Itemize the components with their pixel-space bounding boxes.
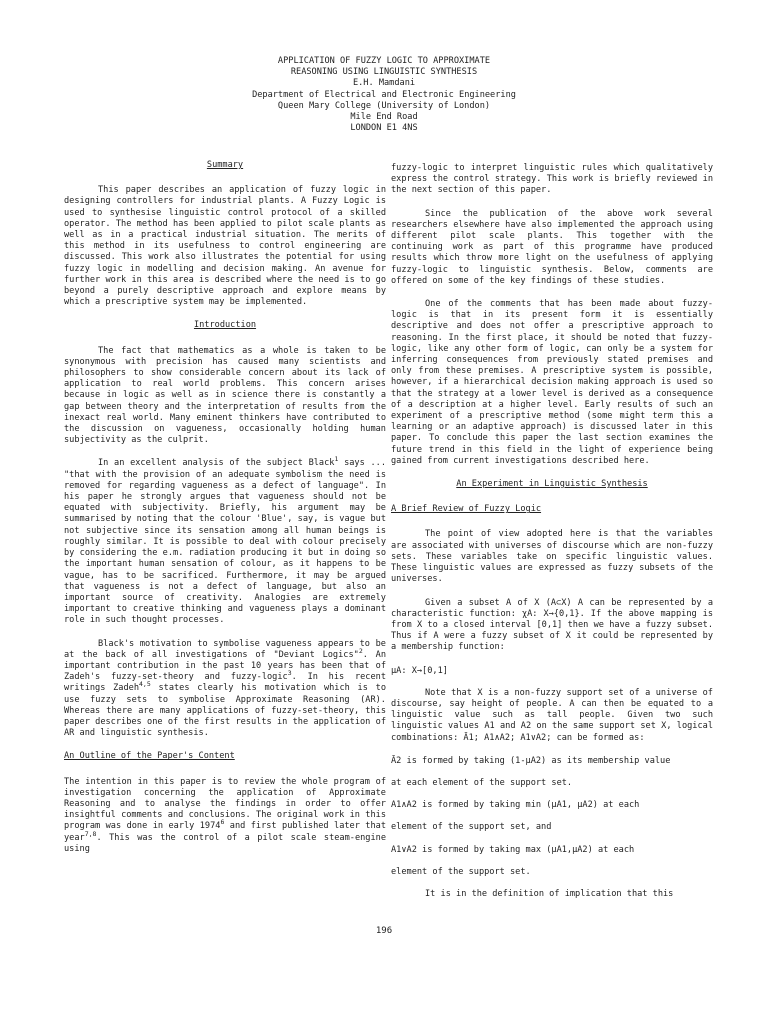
right-paragraph-7: It is in the definition of implication that this (425, 888, 674, 899)
experiment-heading: An Experiment in Linguistic Synthesis (456, 479, 648, 490)
text-span: In an excellent analysis of the subject Black (98, 458, 335, 469)
affiliation-line-3: Mile End Road (350, 112, 418, 123)
summary-heading: Summary (206, 160, 244, 170)
affiliation-line-4: LONDON E1 4NS (350, 123, 418, 134)
union-definition: A1∨A2 is formed by taking max (μA1,μA2) at each (391, 844, 635, 855)
citation-superscript: 6 (220, 818, 225, 827)
text-span: . In his recent writings Zadeh (64, 672, 386, 694)
author-name: E.H. Mamdani (352, 78, 416, 89)
citation-superscript: 3 (287, 669, 292, 678)
right-paragraph-4: The point of view adopted here is that the variables are associated with universes of discourse which are non-fuzzy sets. These variables take on specific linguistic values. These linguistic values are expressed as fuzzy subsets of the universes. (391, 529, 713, 585)
citation-superscript: 4,5 (139, 680, 151, 689)
right-paragraph-6: Note that X is a non-fuzzy support set of a universe of discourse, say height of people. A can then be equated to a linguistic value such as tall people. Given two such linguistic values A1 and A2 on the same support set X, logical combinations: Ā1; A1∧A2; A1∨A2; can be formed as: (391, 687, 713, 743)
text-span: and first published later that year (64, 821, 386, 843)
text-span: says ... "that with the provision of an adequate symbolism the need is removed for regarding vagueness as a defect of language". In his paper he strongly argues that vagueness should not be equated with subjectivity. Briefly, his argument may be summarised by noting that the colour 'Blue', say, is vague but not subjective since its sensation among all human beings is roughly similar. It is possible to deal with colour precisely by considering the e.m. radiation producing it but in doing so the important human sensation of colour, as it happens to be vague, has to be sacrificed. Furthermore, it may be argued that vagueness is not a defect of language, but also an important source of creativity. Analogies are extremely important to creative thinking and vagueness plays a dominant role in such thought processes. (64, 458, 386, 626)
introduction-heading: Introduction (193, 320, 257, 331)
complement-definition-cont: at each element of the support set. (391, 777, 573, 788)
intersection-definition-cont: element of the support set, and (391, 822, 552, 833)
intersection-definition: A1∧A2 is formed by taking min (μA1, μA2) at each (391, 800, 640, 811)
outline-paragraph (64, 777, 386, 855)
affiliation-line-2: Queen Mary College (University of London) (277, 100, 491, 111)
summary-paragraph: This paper describes an application of fuzzy logic in designing controllers for industrial plants. A Fuzzy Logic is used to synthesise linguistic control protocol of a skilled operator. The method has been applied to pilot scale plants as well as in a practical industrial situation. The merits of this method in its usefulness to control engineering are discussed. This work also illustrates the potential for using fuzzy logic in modelling and decision making. An avenue for further work in this area is described where the need is to go beyond a purely descriptive approach and explore means by which a prescriptive system may be implemented. (64, 185, 386, 308)
right-paragraph-3: One of the comments that has been made about fuzzy-logic is that in its present form it is essentially descriptive and does not offer a prescriptive approach to reasoning. In the first place, it should be noted that fuzzy-logic, like any other form of logic, can only be a system for inferring consequences from previously stated premises and only from these premises. A prescriptive system is possible, however, if a hierarchical decision making approach is used so that the strategy at a lower level is derived as a consequence of a description at a higher level. Early results of such an experiment of a prescriptive method (some might term this a learning or an adaptive approach) is discussed later in this paper. To conclude this paper the last section examines the future trend in this field in the light of experience being gained from current investigations described here. (391, 299, 713, 466)
intro-paragraph-3 (64, 639, 386, 740)
fuzzy-logic-review-heading: A Brief Review of Fuzzy Logic (391, 504, 542, 515)
left-column (64, 160, 386, 867)
text-span: states clearly his motivation which is to use fuzzy sets to symbolise Approximate Reasoning (AR). Whereas there are many applications of fuzzy-set-theory, this paper describes one of the first results in the application of AR and linguistic synthesis. (64, 683, 386, 739)
complement-definition: Ā2 is formed by taking (1-μA2) as its membership value (391, 755, 671, 766)
text-span: . This was the control of a pilot scale steam-engine using (64, 832, 386, 854)
paper-title-line-1: APPLICATION OF FUZZY LOGIC TO APPROXIMATE (277, 56, 491, 66)
outline-heading: An Outline of the Paper's Content (64, 751, 235, 762)
text-span: The intention in this paper is to review the whole program of investigation concerning the application of Approximate Reasoning and to analyse the findings in order to offer insightful comments and conclusions. The original work in this program was done in early 1974 (64, 776, 386, 832)
page-number: 196 (375, 926, 393, 936)
right-paragraph-2: Since the publication of the above work several researchers elsewhere have also implemented the approach using different pilot scale plants. This together with the continuing work as part of this programme have produced results which throw more light on the usefulness of applying fuzzy-logic to linguistic synthesis. Below, comments are offered on some of the key findings of these studies. (391, 208, 713, 286)
right-paragraph-1: fuzzy-logic to interpret linguistic rules which qualitatively express the control strategy. This work is briefly reviewed in the next section of this paper. (391, 163, 713, 196)
intro-paragraph-1: The fact that mathematics as a whole is taken to be synonymous with precision has caused many scientists and philosophers to show considerable concern about its lack of application to real world problems. This concern arises because in logic as well as in science there is constantly a gap between theory and the interpretation of results from the inexact real world. Many eminent thinkers have contributed to the discussion on vagueness, occasionally holding human subjectivity as the culprit. (64, 345, 386, 446)
paper-title-line-2: REASONING USING LINGUISTIC SYNTHESIS (290, 67, 478, 78)
paper-header (0, 56, 768, 134)
right-paragraph-5: Given a subset A of X (A⊂X) A can be represented by a characteristic function: χA: X→{0,1}. If the above mapping is from X to a closed interval [0,1] then we have a fuzzy subset. Thus if A were a fuzzy subset of X it could be represented by a membership function: (391, 597, 713, 653)
text-span: . An important contribution in the past 10 years has been that of Zadeh's fuzzy-set-theory and fuzzy-logic (64, 649, 387, 683)
intro-paragraph-2 (64, 455, 386, 626)
affiliation-line-1: Department of Electrical and Electronic Engineering (252, 89, 516, 100)
right-column (391, 163, 713, 912)
citation-superscript: 1 (334, 455, 339, 464)
citation-superscript: 7,8 (84, 829, 97, 838)
membership-function-formula: μA: X→[0,1] (391, 665, 448, 676)
text-span: Black's motivation to symbolise vagueness appears to be at the back of all investigations of "Deviant Logics" (64, 638, 386, 660)
citation-superscript: 2 (358, 646, 363, 655)
union-definition-cont: element of the support set. (391, 866, 531, 877)
